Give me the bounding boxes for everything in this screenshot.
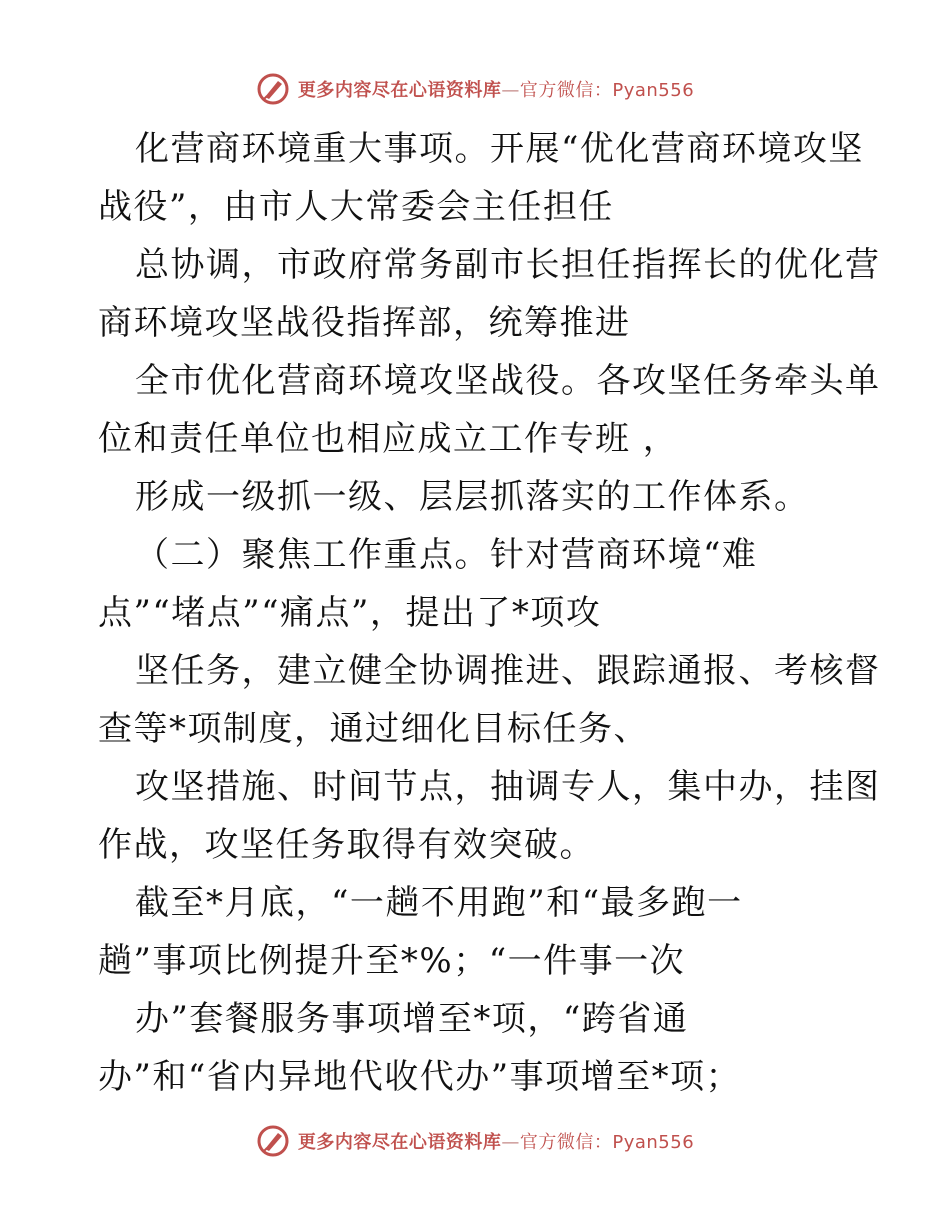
text-line: （二）聚焦工作重点。针对营商环境“难 [135,535,758,575]
watermark-brand: 更多内容尽在心语资料库 [297,1132,502,1153]
watermark-separator: — [501,1132,520,1153]
text-line: 办”和“省内异地代收代办”事项增至*项； [98,1057,742,1097]
text-line: 形成一级抓一级、层层抓落实的工作体系。 [135,477,810,517]
text-line: 攻坚措施、时间节点，抽调专人，集中办，挂图 [135,767,881,807]
text-line: 总协调，市政府常务副市长担任指挥长的优化营 [135,245,881,285]
text-line: 全市优化营商环境攻坚战役。各攻坚任务牵头单 [135,361,881,401]
document-body [98,120,881,1106]
watermark-brand: 更多内容尽在心语资料库 [297,80,502,101]
feather-pen-circle-icon [256,72,290,106]
watermark-wechat-id: Pyan556 [612,1132,695,1153]
text-line: 商环境攻坚战役指挥部，统筹推进 [98,303,631,343]
text-line: 化营商环境重大事项。开展“优化营商环境攻坚 [135,129,864,169]
text-line: 位和责任单位也相应成立工作专班 ， [98,419,679,459]
header-watermark [0,72,950,106]
text-line: 截至*月底，“一趟不用跑”和“最多跑一 [135,883,743,923]
text-line: 查等*项制度，通过细化目标任务、 [98,709,649,749]
watermark-wechat-label: 官方微信： [519,80,613,101]
text-line: 办”套餐服务事项增至*项，“跨省通 [135,999,689,1039]
text-line: 趟”事项比例提升至*%；“一件事一次 [98,941,686,981]
text-line: 坚任务，建立健全协调推进、跟踪通报、考核督 [135,651,881,691]
text-line: 点”“堵点”“痛点”，提出了*项攻 [98,593,602,633]
watermark-wechat-label: 官方微信： [519,1132,613,1153]
text-line: 作战，攻坚任务取得有效突破。 [98,825,595,865]
watermark-separator: — [501,80,520,101]
footer-watermark [0,1124,950,1158]
text-line: 战役”，由市人大常委会主任担任 [98,187,614,227]
feather-pen-circle-icon [256,1124,290,1158]
watermark-wechat-id: Pyan556 [612,80,695,101]
